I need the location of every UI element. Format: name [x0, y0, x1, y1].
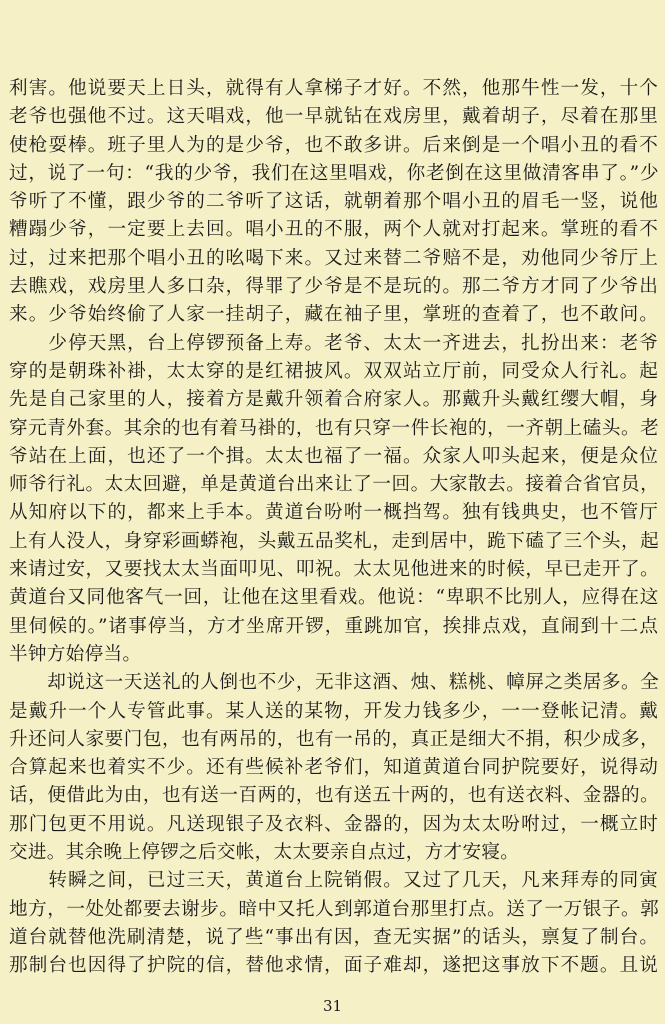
text-line: 师爷行礼。太太回避，单是黄道台出来让了一回。大家散去。接着合省官员， [9, 474, 659, 496]
page-number: 31 [322, 997, 343, 1015]
text-line: 来请过安，又要找太太当面叩见、叩祝。太太见他进来的时候，早已走开了。 [9, 559, 659, 581]
text-line: 上有人没人，身穿彩画蟒袍，头戴五品奖札，走到居中，跪下磕了三个头，起 [9, 530, 659, 552]
text-line: 使枪耍棒。班子里人为的是少爷，也不敢多讲。后来倒是一个唱小丑的看不 [9, 134, 659, 156]
text-line: 地方，一处处都要去谢步。暗中又托人到郭道台那里打点。送了一万银子。郭 [9, 898, 659, 920]
text-line: 老爷也强他不过。这天唱戏，他一早就钻在戏房里，戴着胡子，尽着在那里 [9, 106, 659, 128]
text-line: 半钟方始停当。 [9, 643, 142, 665]
text-line: 话，便借此为由，也有送一百两的，也有送五十两的，也有送衣料、金器的。 [9, 785, 659, 807]
text-line: 升还问人家要门包，也有两吊的，也有一吊的，真正是细大不捐，积少成多， [9, 728, 659, 750]
text-line: 里伺候的。”诸事停当，方才坐席开锣，重跳加官，挨排点戏，直闹到十二点 [9, 615, 659, 637]
text-line: 利害。他说要天上日头，就得有人拿梯子才好。不然，他那牛性一发，十个 [9, 78, 659, 99]
paragraph-text [9, 75, 659, 981]
text-line: 转瞬之间，已过三天，黄道台上院销假。又过了几天，凡来拜寿的同寅 [9, 870, 659, 892]
text-line: 穿的是朝珠补褂，太太穿的是红裙披风。双双站立厅前，同受众人行礼。起 [9, 360, 659, 382]
text-line: 合算起来也着实不少。还有些候补老爷们，知道黄道台同护院要好，说得动 [9, 757, 659, 779]
body-text [9, 75, 659, 981]
text-line: 那门包更不用说。凡送现银子及衣料、金器的，因为太太吩咐过，一概立时 [9, 813, 659, 835]
text-line: 少停天黑，台上停锣预备上寿。老爷、太太一齐进去，扎扮出来：老爷 [9, 332, 659, 354]
text-line: 黄道台又同他客气一回，让他在这里看戏。他说：“卑职不比别人，应得在这 [9, 587, 659, 609]
text-line: 去瞧戏，戏房里人多口杂，得罪了少爷是不是玩的。那二爷方才同了少爷出 [9, 276, 659, 298]
text-line: 却说这一天送礼的人倒也不少，无非这酒、烛、糕桃、幛屏之类居多。全 [9, 672, 659, 694]
text-line: 来。少爷始终偷了人家一挂胡子，藏在袖子里，掌班的查着了，也不敢问。 [9, 304, 659, 326]
text-line: 糟蹋少爷，一定要上去回。唱小丑的不服，两个人就对打起来。掌班的看不 [9, 219, 659, 241]
text-line: 从知府以下的，都来上手本。黄道台吩咐一概挡驾。独有钱典史，也不管厅 [9, 502, 659, 524]
text-line: 道台就替他洗刷清楚，说了些“事出有因，查无实据”的话头，禀复了制台。 [9, 926, 659, 948]
text-line: 过，说了一句：“我的少爷，我们在这里唱戏，你老倒在这里做清客串了。”少 [9, 162, 659, 184]
text-line: 爷站在上面，也还了一个揖。太太也福了一福。众家人叩头起来，便是众位 [9, 445, 659, 467]
text-line: 先是自己家里的人，接着方是戴升领着合府家人。那戴升头戴红缨大帽，身 [9, 389, 659, 411]
text-line: 过，过来把那个唱小丑的吆喝下来。又过来替二爷赔不是，劝他同少爷厅上 [9, 247, 659, 269]
text-line: 是戴升一个人专管此事。某人送的某物，开发力钱多少，一一登帐记清。戴 [9, 700, 659, 722]
text-line: 爷听了不懂，跟少爷的二爷听了这话，就朝着那个唱小丑的眉毛一竖，说他 [9, 191, 659, 213]
text-line: 交进。其余晚上停锣之后交帐，太太要亲自点过，方才安寝。 [9, 842, 520, 864]
text-line: 穿元青外套。其余的也有着马褂的，也有只穿一件长袍的，一齐朝上磕头。老 [9, 417, 659, 439]
text-line: 那制台也因得了护院的信，替他求情，面子难却，遂把这事放下不题。且说 [9, 955, 659, 977]
